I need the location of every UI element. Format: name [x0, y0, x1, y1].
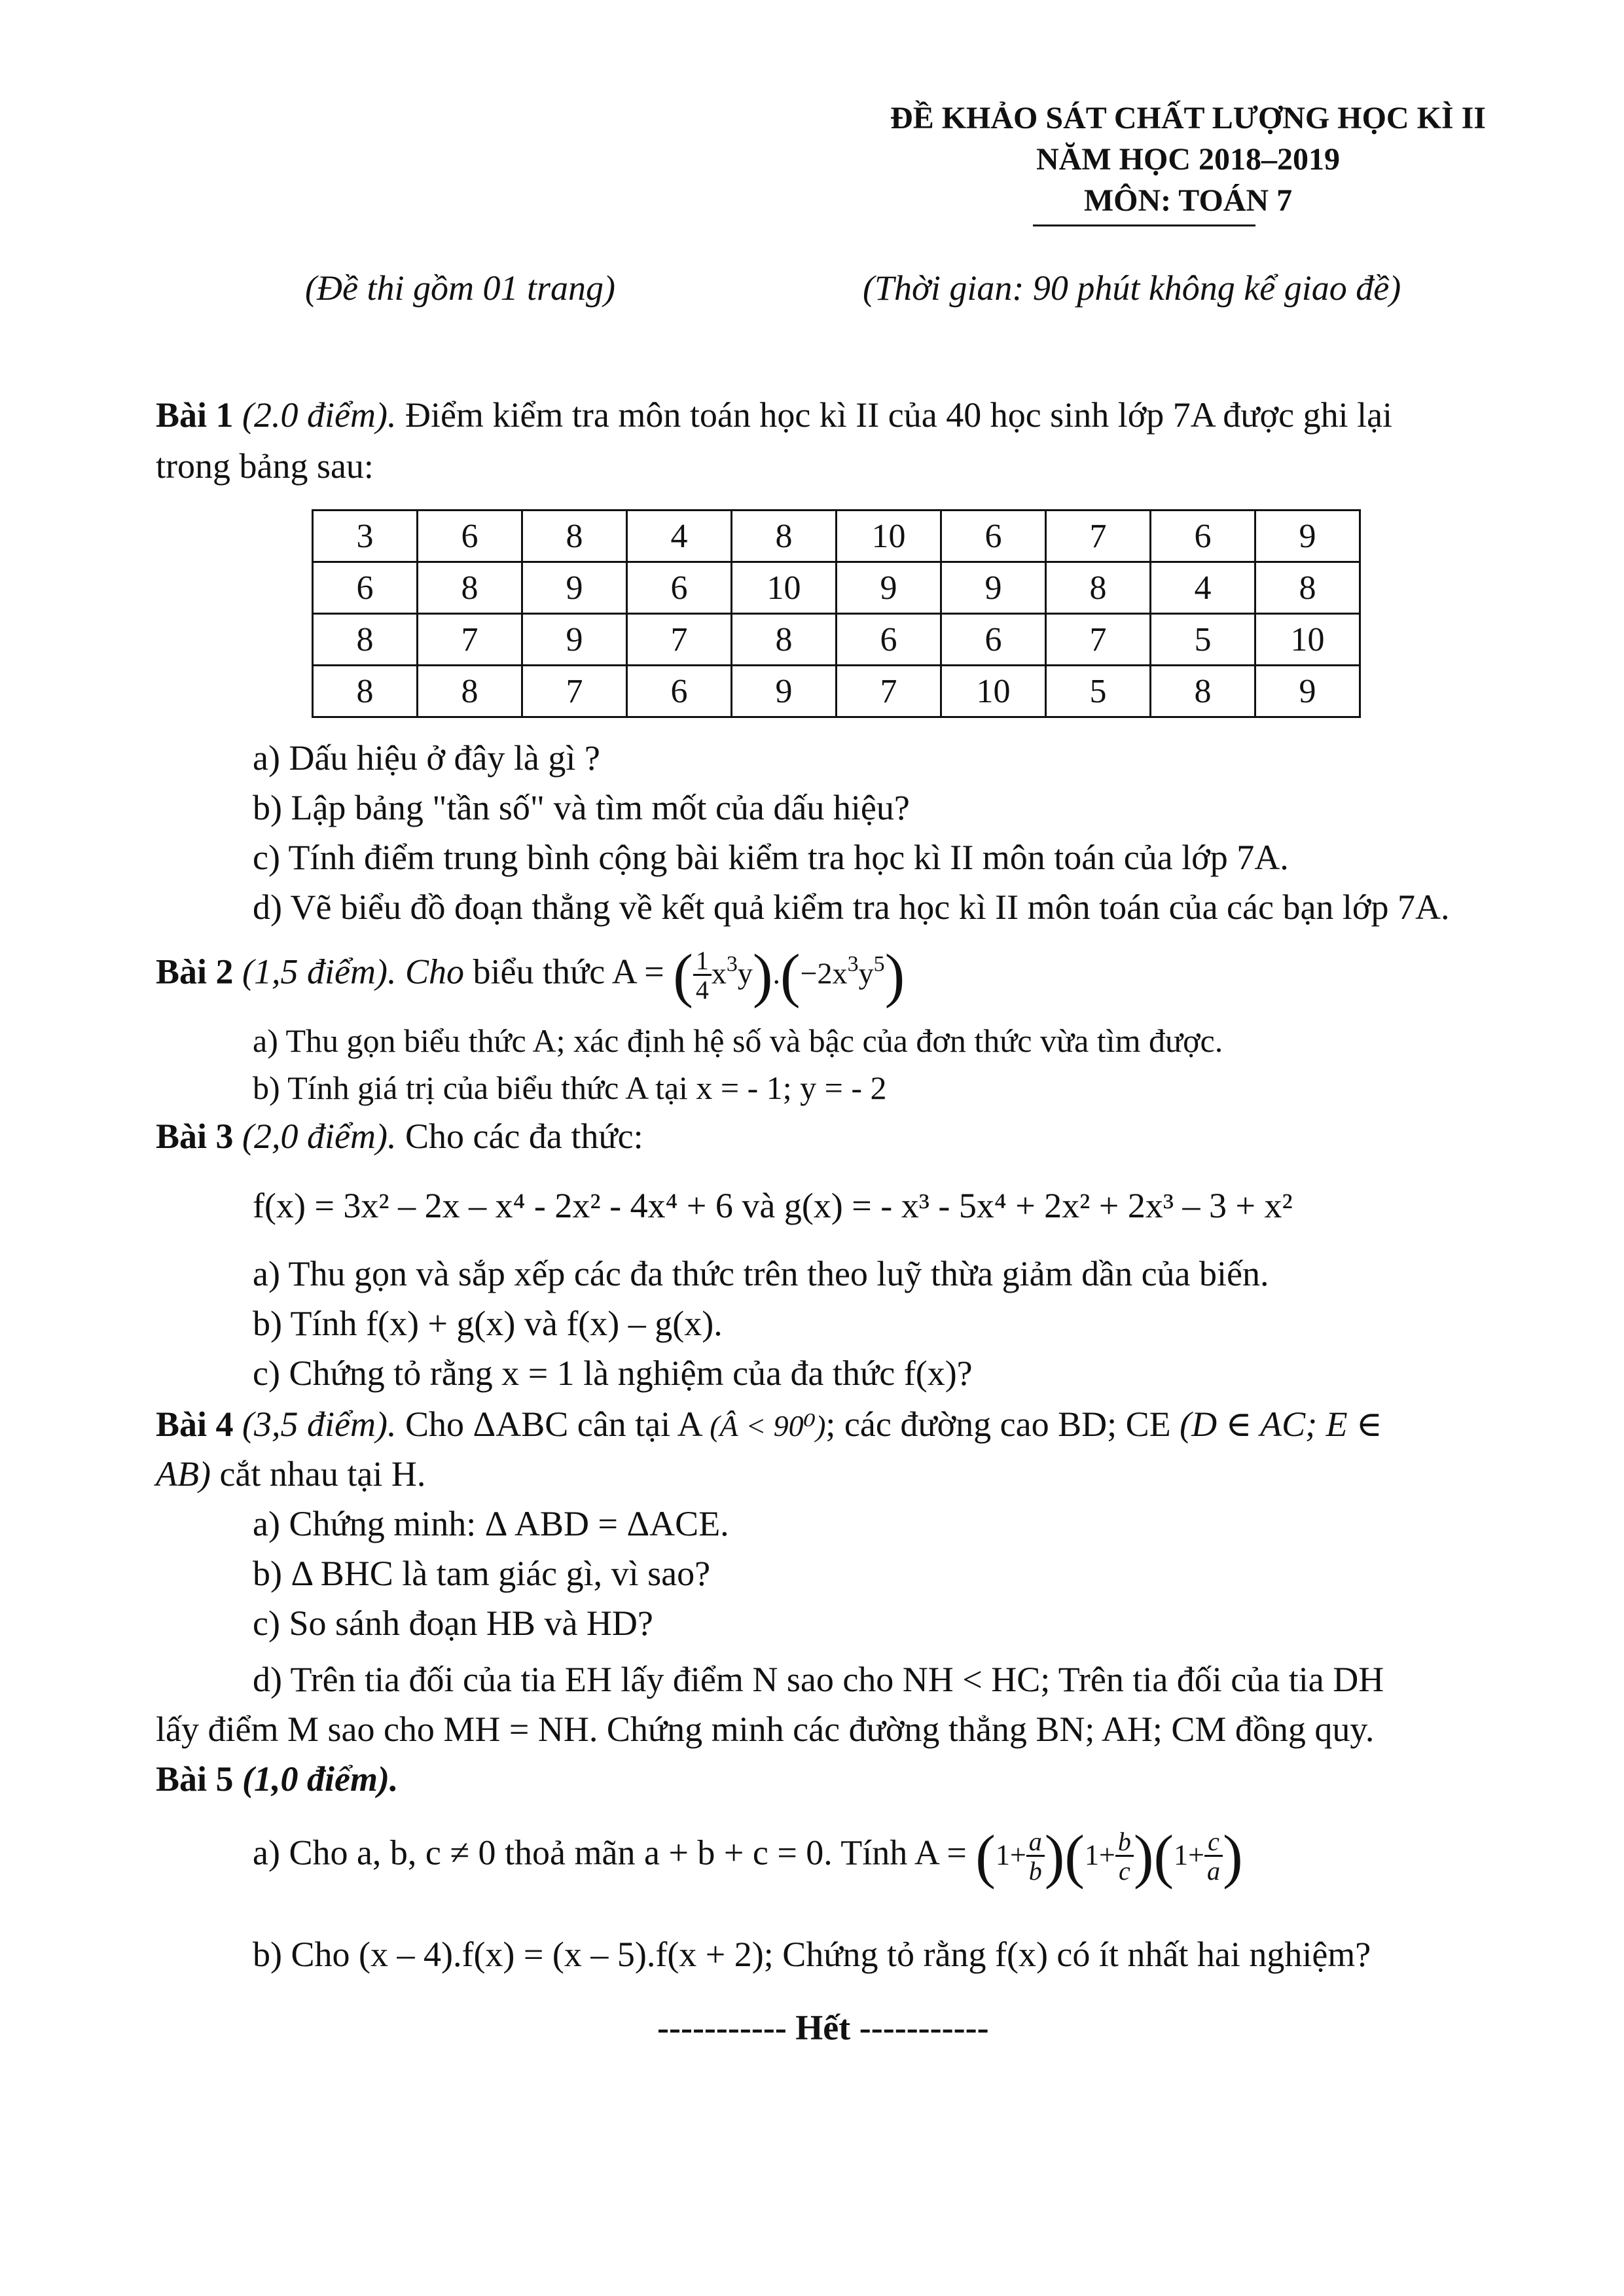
bai4-c: c) So sánh đoạn HB và HD?: [253, 1604, 653, 1643]
bai4-line2: [156, 1450, 425, 1498]
score-cell: 8: [732, 614, 837, 666]
score-cell: 4: [627, 511, 732, 562]
paren-close-2: ): [884, 942, 905, 1009]
score-cell: 9: [522, 614, 627, 666]
bai5-a: [253, 1823, 1243, 1890]
bai4-points: (3,5 điểm).: [233, 1405, 397, 1444]
term1: x: [711, 956, 727, 990]
bai1-points: (2.0 điểm).: [233, 395, 397, 435]
score-cell: 8: [732, 511, 837, 562]
bai4-cond2: AB): [156, 1454, 211, 1494]
bai3-heading: [156, 1113, 643, 1160]
score-row: [313, 562, 1360, 614]
bai4-d1: d) Trên tia đối của tia EH lấy điểm N sao cho NH < HC; Trên tia đối của tia DH: [253, 1660, 1384, 1699]
score-cell: 6: [1151, 511, 1255, 562]
bai1-intro: Điểm kiểm tra môn toán học kì II của 40 học sinh lớp 7A được ghi lại: [396, 395, 1393, 435]
bai2-b: b) Tính giá trị của biểu thức A tại x = - 1; y = - 2: [253, 1069, 887, 1106]
bai1-b: b) Lập bảng "tần số" và tìm mốt của dấu hiệu?: [253, 788, 910, 827]
d3: a: [1204, 1855, 1223, 1884]
time-note: (Thời gian: 90 phút không kể giao đề): [863, 268, 1401, 308]
paren-open-a: (: [975, 1823, 996, 1890]
bai1-heading: [156, 391, 1392, 439]
bai4-angle: (Â < 90⁰): [710, 1409, 826, 1443]
bai4-intro-c: cắt nhau tại H.: [210, 1454, 426, 1494]
bai4-d2: lấy điểm M sao cho MH = NH. Chứng minh các đường thẳng BN; AH; CM đồng quy.: [156, 1710, 1375, 1749]
n1: a: [1028, 1826, 1042, 1856]
paren-open-2: (: [780, 942, 801, 1009]
frac-c-a: [1204, 1826, 1223, 1886]
score-cell: 6: [941, 614, 1046, 666]
score-cell: 8: [1046, 562, 1151, 614]
bai3-intro: Cho các đa thức:: [396, 1117, 643, 1156]
score-cell: 10: [837, 511, 941, 562]
bai2-title: Bài 2: [156, 952, 234, 992]
bai3-c: c) Chứng tỏ rằng x = 1 là nghiệm của đa thức f(x)?: [253, 1354, 973, 1393]
score-table: [312, 509, 1361, 718]
bai3-b: b) Tính f(x) + g(x) và f(x) – g(x).: [253, 1304, 723, 1343]
dot: .: [772, 956, 780, 990]
score-cell: 8: [1151, 666, 1255, 717]
frac-b-c: [1115, 1826, 1134, 1886]
bai3-a: a) Thu gọn và sắp xếp các đa thức trên theo luỹ thừa giảm dần của biến.: [253, 1254, 1269, 1293]
bai4-title: Bài 4: [156, 1405, 234, 1444]
bai1-d: d) Vẽ biểu đồ đoạn thẳng về kết quả kiểm tra học kì II môn toán của các bạn lớp 7A.: [253, 888, 1450, 927]
n3: c: [1208, 1826, 1219, 1856]
bai4-b: b) Δ BHC là tam giác gì, vì sao?: [253, 1554, 711, 1593]
paren-close-a: ): [1044, 1823, 1065, 1890]
bai3-title: Bài 3: [156, 1117, 234, 1156]
bai1-c: c) Tính điểm trung bình cộng bài kiểm tra học kì II môn toán của lớp 7A.: [253, 838, 1289, 877]
bai5-points: (1,0 điểm).: [233, 1759, 399, 1799]
bai2-points: (1,5 điểm). Cho: [233, 952, 464, 992]
paren-close-b: ): [1133, 1823, 1154, 1890]
bai4-cond1: (D ∈ AC; E ∈: [1180, 1405, 1383, 1444]
score-cell: 7: [418, 614, 522, 666]
score-cell: 10: [732, 562, 837, 614]
score-cell: 7: [1046, 511, 1151, 562]
exam-title: ĐỀ KHẢO SÁT CHẤT LƯỢNG HỌC KÌ II: [890, 101, 1486, 135]
subject-underline: [1033, 224, 1255, 226]
score-cell: 7: [1046, 614, 1151, 666]
bai4-intro-b: ; các đường cao BD; CE: [825, 1405, 1180, 1444]
bai3-points: (2,0 điểm).: [233, 1117, 397, 1156]
one-plus-3: 1+: [1174, 1839, 1204, 1871]
bai3-polys: f(x) = 3x² – 2x – x⁴ - 2x² - 4x⁴ + 6 và g(x) = - x³ - 5x⁴ + 2x² + 2x³ – 3 + x²: [253, 1186, 1293, 1225]
paren-close-1: ): [752, 942, 773, 1009]
paren-open-b: (: [1064, 1823, 1085, 1890]
score-cell: 7: [627, 614, 732, 666]
score-cell: 5: [1151, 614, 1255, 666]
score-cell: 6: [313, 562, 418, 614]
bai2-expr-prefix: biểu thức A =: [463, 952, 674, 992]
end-marker: ----------- Hết -----------: [657, 2008, 989, 2047]
score-cell: 9: [837, 562, 941, 614]
score-cell: 5: [1046, 666, 1151, 717]
score-cell: 6: [941, 511, 1046, 562]
bai5-b: b) Cho (x – 4).f(x) = (x – 5).f(x + 2); Chứng tỏ rằng f(x) có ít nhất hai nghiệm?: [253, 1935, 1371, 1974]
score-cell: 10: [1255, 614, 1360, 666]
bai5-a-text: a) Cho a, b, c ≠ 0 thoả mãn a + b + c = 0. Tính A =: [253, 1833, 967, 1873]
score-cell: 3: [313, 511, 418, 562]
term2: −2x: [800, 956, 848, 990]
score-cell: 9: [1255, 666, 1360, 717]
frac-num: 1: [695, 945, 709, 975]
pages-note: (Đề thi gồm 01 trang): [305, 268, 615, 308]
score-cell: 10: [941, 666, 1046, 717]
bai2-a: a) Thu gọn biểu thức A; xác định hệ số và bậc của đơn thức vừa tìm được.: [253, 1022, 1223, 1059]
score-cell: 6: [627, 562, 732, 614]
score-cell: 7: [522, 666, 627, 717]
score-cell: 8: [522, 511, 627, 562]
bai4-heading: [156, 1401, 1382, 1450]
score-cell: 8: [313, 614, 418, 666]
score-cell: 6: [837, 614, 941, 666]
paren-open-c: (: [1153, 1823, 1174, 1890]
score-cell: 6: [627, 666, 732, 717]
subject: MÔN: TOÁN 7: [1083, 183, 1293, 218]
bai5-heading: [156, 1755, 398, 1803]
one-plus-1: 1+: [995, 1839, 1026, 1871]
bai1-title: Bài 1: [156, 395, 234, 435]
score-cell: 9: [1255, 511, 1360, 562]
score-cell: 9: [522, 562, 627, 614]
exp1: 3: [726, 952, 738, 977]
score-cell: 6: [418, 511, 522, 562]
n2: b: [1117, 1826, 1131, 1856]
score-cell: 8: [418, 562, 522, 614]
d2: c: [1115, 1855, 1134, 1884]
exp2: 3: [847, 952, 859, 977]
fraction-quarter: [693, 945, 712, 1005]
bai4-intro-a: Cho ΔABC cân tại A: [396, 1405, 710, 1444]
score-cell: 9: [941, 562, 1046, 614]
score-row: [313, 614, 1360, 666]
exp3: 5: [873, 952, 885, 977]
paren-close-c: ): [1222, 1823, 1243, 1890]
one-plus-2: 1+: [1085, 1839, 1115, 1871]
bai4-a: a) Chứng minh: Δ ABD = ΔACE.: [253, 1504, 729, 1543]
frac-den: 4: [693, 974, 712, 1003]
score-cell: 4: [1151, 562, 1255, 614]
bai1-a: a) Dấu hiệu ở đây là gì ?: [253, 738, 600, 778]
score-row: [313, 666, 1360, 717]
bai5-title: Bài 5: [156, 1759, 234, 1799]
bai2-heading: [156, 942, 905, 1009]
frac-a-b: [1026, 1826, 1045, 1886]
term2b: y: [858, 956, 874, 990]
score-cell: 7: [837, 666, 941, 717]
score-row: [313, 511, 1360, 562]
d1: b: [1026, 1855, 1045, 1884]
term1b: y: [737, 956, 753, 990]
score-cell: 8: [313, 666, 418, 717]
paren-open-1: (: [673, 942, 693, 1009]
bai1-intro-2: trong bảng sau:: [156, 446, 374, 486]
score-cell: 8: [418, 666, 522, 717]
school-year: NĂM HỌC 2018–2019: [1036, 142, 1340, 177]
score-cell: 8: [1255, 562, 1360, 614]
score-cell: 9: [732, 666, 837, 717]
